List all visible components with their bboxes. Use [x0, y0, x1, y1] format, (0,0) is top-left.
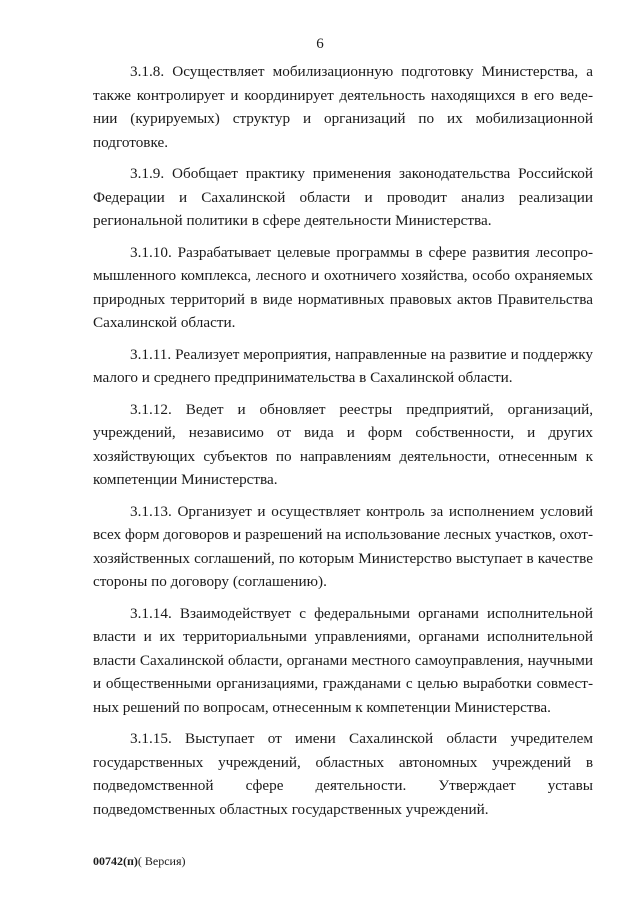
document-version: ( Версия) [137, 854, 186, 868]
document-code: 00742(п) [93, 854, 138, 868]
paragraph-3-1-13: 3.1.13. Организует и осуществляет контроль за исполнением условий всех форм договоров и разрешений на использование лесных участков, охотхозяйственных соглашений, по которым Министерство выступает в качестве стороны по договору (соглашению). [93, 502, 593, 590]
paragraph-3-1-11: 3.1.11. Реализует мероприятия, направленные на развитие и поддержку малого и среднего предпринимательства в Сахалинской области. [93, 345, 593, 386]
paragraph-3-1-10: 3.1.10. Разрабатывает целевые программы в сфере развития лесопромышленного комплекса, лесного и охотничего хозяйства, особо охраняемых природных территорий в виде нормативных правовых актов Правительства Сахалинской области. [93, 243, 593, 331]
document-footer [93, 854, 186, 869]
page-number: 6 [316, 36, 324, 52]
paragraph-3-1-15: 3.1.15. Выступает от имени Сахалинской области учредителем государственных учреждений, областных автономных учреждений в подведомственной сфере деятельности. Утверждает уставы подведомственных областных государственных учреждений. [93, 730, 593, 818]
paragraph-3-1-12: 3.1.12. Ведет и обновляет реестры предприятий, организаций, учреждений, независимо от вида и форм собственности, и других хозяйствующих субъектов по направлениям деятельности, отнесенным к компетенции Министерства. [93, 400, 593, 488]
paragraph-3-1-9: 3.1.9. Обобщает практику применения законодательства Российской Федерации и Сахалинской области и проводит анализ реализации региональной политики в сфере деятельности Министерства. [93, 165, 593, 229]
document-body [93, 60, 593, 829]
paragraph-3-1-8: 3.1.8. Осуществляет мобилизационную подготовку Министерства, а также контролирует и координирует деятельность находящихся в его ведении (курируемых) структур и организаций по их мобилизационной подготовке. [93, 63, 593, 151]
paragraph-3-1-14: 3.1.14. Взаимодействует с федеральными органами исполнительной власти и их территориальными управлениями, органами исполнительной власти Сахалинской области, органами местного самоуправления, научными и общественными организациями, гражданами с целью выработки совместных решений по вопросам, отнесенным к компетенции Министерства. [93, 604, 593, 716]
